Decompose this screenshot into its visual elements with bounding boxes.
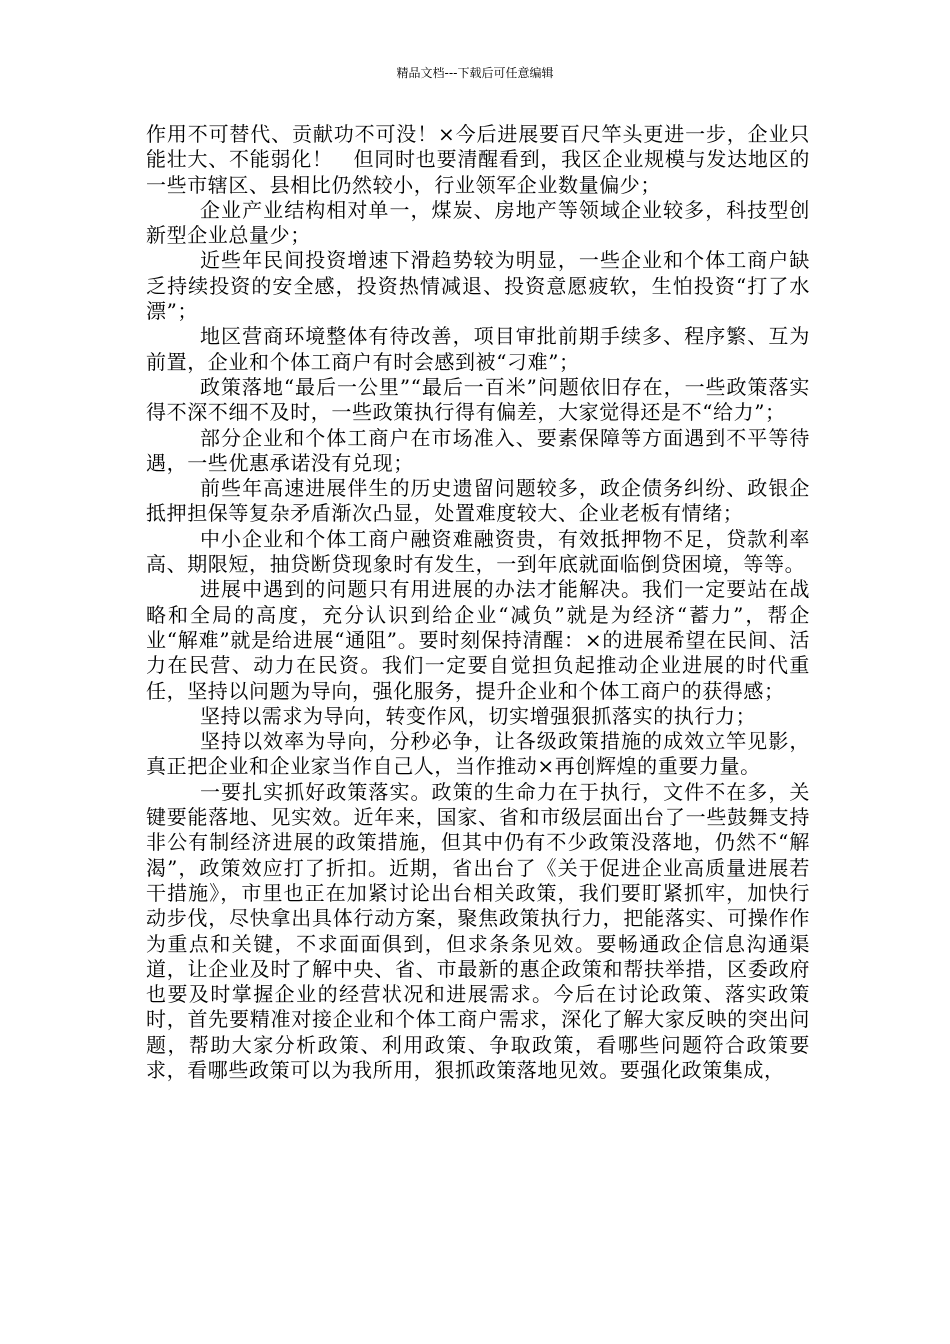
paragraph: 坚持以效率为导向，分秒必争，让各级政策措施的成效立竿见影，真正把企业和企业家当作自己人，当作推动×再创辉煌的重要力量。 bbox=[146, 729, 810, 779]
paragraph: 地区营商环境整体有待改善，项目审批前期手续多、程序繁、互为前置，企业和个体工商户有时会感到被“刁难”； bbox=[146, 324, 810, 374]
paragraph: 政策落地“最后一公里”“最后一百米”问题依旧存在，一些政策落实得不深不细不及时，一些政策执行得有偏差，大家觉得还是不“给力”； bbox=[146, 374, 810, 425]
paragraph: 进展中遇到的问题只有用进展的办法才能解决。我们一定要站在战略和全局的高度，充分认识到给企业“减负”就是为经济“蓄力”，帮企业“解难”就是给进展“通阻”。要时刻保持清醒：×的进展希望在民间、活力在民营、动力在民资。我们一定要自觉担负起推动企业进展的时代重任，坚持以问题为导向，强化服务，提升企业和个体工商户的获得感； bbox=[146, 577, 810, 703]
paragraph: 坚持以需求为导向，转变作风，切实增强狠抓落实的执行力； bbox=[200, 703, 757, 728]
paragraph: 作用不可替代、贡献功不可没！×今后进展要百尺竿头更进一步，企业只能壮大、不能弱化！ 但同时也要清醒看到，我区企业规模与发达地区的一些市辖区、县相比仍然较小，行业领军企业数量偏少； bbox=[146, 122, 810, 197]
paragraph: 前些年高速进展伴生的历史遗留问题较多，政企债务纠纷、政银企抵押担保等复杂矛盾渐次凸显，处置难度较大、企业老板有情绪； bbox=[146, 476, 810, 526]
paragraph: 中小企业和个体工商户融资难融资贵，有效抵押物不足，贷款利率高、期限短，抽贷断贷现象时有发生，一到年底就面临倒贷困境，等等。 bbox=[146, 526, 810, 577]
paragraph: 企业产业结构相对单一，煤炭、房地产等领域企业较多，科技型创新型企业总量少； bbox=[146, 197, 810, 248]
paragraph: 近些年民间投资增速下滑趋势较为明显，一些企业和个体工商户缺乏持续投资的安全感，投资热情减退、投资意愿疲软，生怕投资“打了水漂”； bbox=[146, 248, 810, 324]
document-body bbox=[146, 122, 810, 1083]
page-header: 精品文档---下载后可任意编辑 bbox=[396, 66, 554, 80]
paragraph: 一要扎实抓好政策落实。政策的生命力在于执行，文件不在多，关键要能落地、见实效。近年来，国家、省和市级层面出台了一些鼓舞支持非公有制经济进展的政策措施，但其中仍有不少政策没落地，仍然不“解渴”，政策效应打了折扣。近期，省出台了《关于促进企业高质量进展若干措施》，市里也正在加紧讨论出台相关政策，我们要盯紧抓牢，加快行动步伐，尽快拿出具体行动方案，聚焦政策执行力，把能落实、可操作作为重点和关键，不求面面俱到，但求条条见效。要畅通政企信息沟通渠道，让企业及时了解中央、省、市最新的惠企政策和帮扶举措，区委政府也要及时掌握企业的经营状况和进展需求。今后在讨论政策、落实政策时，首先要精准对接企业和个体工商户需求，深化了解大家反映的突出问题，帮助大家分析政策、利用政策、争取政策，看哪些问题符合政策要求，看哪些政策可以为我所用，狠抓政策落地见效。要强化政策集成， bbox=[146, 779, 810, 1082]
paragraph: 部分企业和个体工商户在市场准入、要素保障等方面遇到不平等待遇，一些优惠承诺没有兑现； bbox=[146, 425, 810, 475]
